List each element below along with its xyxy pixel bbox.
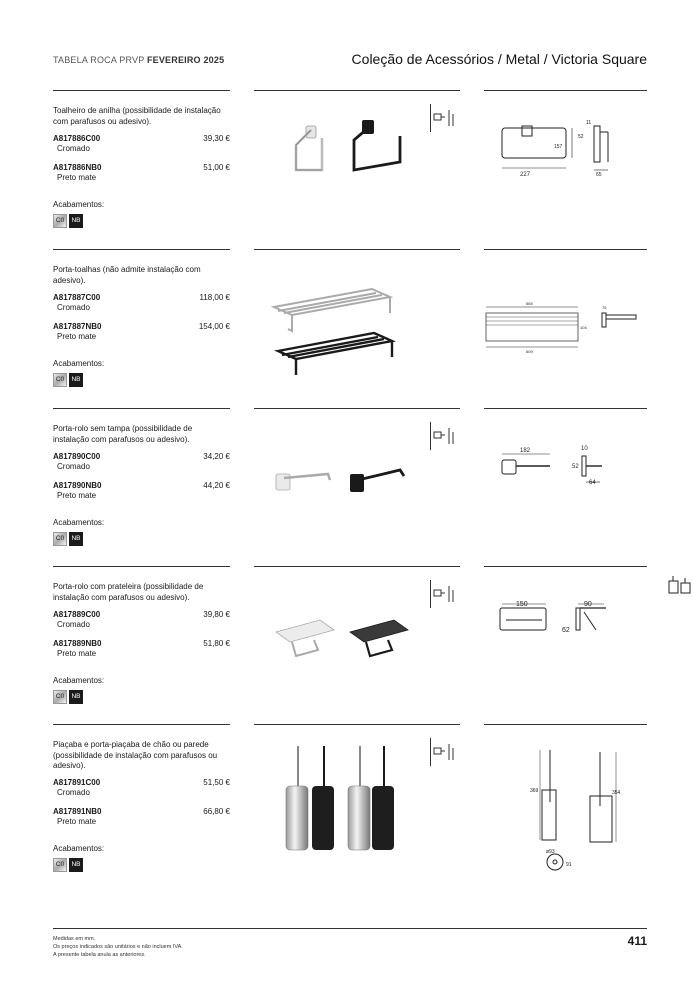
finish-name: Cromado — [57, 462, 90, 471]
dim-label: 90 — [584, 601, 592, 608]
product-code: A817887NB0 — [53, 322, 102, 331]
divider — [484, 90, 647, 91]
finish-name: Preto mate — [57, 817, 97, 826]
product-code: A817891NB0 — [53, 807, 102, 816]
dim-label: 64 — [589, 480, 596, 486]
product-description: Piaçaba e porta-piaçaba de chão ou parede (possibilidade de instalação com parafusos ou adesivo). — [53, 740, 218, 770]
finishes-label: Acabamentos: — [53, 518, 105, 527]
footer-note: Medidas em mm. — [53, 936, 96, 942]
product-description: Porta-rolo com prateleira (possibilidade de instalação com parafusos ou adesivo). — [53, 582, 204, 602]
product-price: 44,20 € — [203, 481, 230, 490]
dimension-drawing — [484, 98, 647, 228]
dim-label: 52 — [578, 134, 584, 140]
matte-black-swatch: NB — [69, 373, 83, 387]
finish-name: Preto mate — [57, 173, 97, 182]
product-price: 39,80 € — [203, 610, 230, 619]
divider — [254, 408, 460, 409]
product-description: Porta-rolo sem tampa (possibilidade de instalação com parafusos ou adesivo). — [53, 424, 193, 444]
product-variant — [53, 322, 230, 341]
page-number: 411 — [627, 934, 647, 948]
finish-name: Preto mate — [57, 491, 97, 500]
product-price: 51,50 € — [203, 778, 230, 787]
product-section-towel-shelf — [0, 249, 700, 409]
divider — [53, 408, 230, 409]
chrome-swatch: C0 — [53, 373, 67, 387]
divider — [53, 566, 230, 567]
divider — [254, 724, 460, 725]
matte-black-swatch: NB — [69, 858, 83, 872]
finish-swatches — [53, 858, 83, 872]
product-code: A817890C00 — [53, 452, 101, 461]
dim-label: 91 — [566, 862, 572, 868]
dim-label: 52 — [572, 464, 579, 470]
dimension-drawing — [484, 574, 647, 704]
product-variant — [53, 778, 230, 797]
product-price: 51,00 € — [203, 163, 230, 172]
dim-label: 182 — [520, 448, 531, 454]
product-variant — [53, 807, 230, 826]
product-price: 39,30 € — [203, 134, 230, 143]
matte-black-swatch: NB — [69, 532, 83, 546]
dim-label: 104 — [580, 325, 587, 330]
chrome-swatch: C0 — [53, 690, 67, 704]
divider — [484, 249, 647, 250]
dim-label: 565 — [526, 301, 533, 306]
mounting-icon — [430, 580, 461, 608]
footer-note: Os preços indicados são unitários e não incluem IVA. — [53, 944, 183, 950]
divider — [484, 566, 647, 567]
dim-label: 150 — [516, 601, 528, 608]
divider — [484, 408, 647, 409]
dim-label: 354 — [612, 790, 621, 796]
divider — [254, 90, 460, 91]
dim-label: 65 — [596, 172, 602, 178]
product-description: Porta-toalhas (não admite instalação com adesivo). — [53, 265, 201, 285]
finish-name: Cromado — [57, 303, 90, 312]
product-code: A817886C00 — [53, 134, 101, 143]
product-price: 51,80 € — [203, 639, 230, 648]
dim-label: 369 — [530, 788, 539, 794]
roll-holder-image — [262, 418, 422, 538]
product-code: A817887C00 — [53, 293, 101, 302]
brand-text: TABELA ROCA PRVP — [53, 55, 145, 65]
product-section-towel-ring — [0, 90, 700, 250]
finishes-label: Acabamentos: — [53, 844, 105, 853]
product-price: 118,00 € — [199, 293, 230, 302]
product-price: 154,00 € — [198, 322, 230, 331]
product-variant — [53, 481, 230, 500]
dim-label: 227 — [520, 172, 531, 178]
dim-label: 62 — [562, 627, 570, 634]
product-variant — [53, 610, 230, 629]
finish-name: Cromado — [57, 788, 90, 797]
towel-ring-image — [262, 100, 422, 220]
divider — [53, 249, 230, 250]
period-text: FEVEREIRO 2025 — [146, 55, 225, 65]
towel-shelf-image — [262, 259, 422, 379]
finish-name: Preto mate — [57, 649, 97, 658]
product-section-roll-holder — [0, 408, 700, 568]
collection-title: Coleção de Acessórios / Metal / Victoria Square — [351, 51, 647, 67]
finish-swatches — [53, 532, 83, 546]
chrome-swatch: C0 — [53, 858, 67, 872]
dim-label: 157 — [554, 144, 563, 150]
product-code: A817890NB0 — [53, 481, 102, 490]
product-variant — [53, 452, 230, 471]
product-code: A817886NB0 — [53, 163, 102, 172]
roll-holder-shelf-image — [262, 576, 422, 696]
product-description: Toalheiro de anilha (possibilidade de instalação com parafusos ou adesivo). — [53, 106, 221, 126]
product-variant — [53, 163, 230, 182]
finishes-label: Acabamentos: — [53, 200, 105, 209]
footer-note: A presente tabela anula as anteriores. — [53, 952, 146, 958]
finish-name: Cromado — [57, 144, 90, 153]
product-section-roll-holder-shelf — [0, 566, 700, 726]
product-variant — [53, 639, 230, 658]
product-code: A817889C00 — [53, 610, 101, 619]
divider — [53, 724, 230, 725]
dim-label: 10 — [581, 446, 588, 452]
matte-black-swatch: NB — [69, 214, 83, 228]
bathroom-accessories-icon — [667, 574, 693, 594]
chrome-swatch: C0 — [53, 532, 67, 546]
product-section-toilet-brush — [0, 724, 700, 884]
toilet-brush-image — [262, 742, 422, 862]
finishes-label: Acabamentos: — [53, 676, 105, 685]
mounting-icon — [430, 738, 461, 766]
finishes-label: Acabamentos: — [53, 359, 105, 368]
divider — [254, 566, 460, 567]
finish-name: Cromado — [57, 620, 90, 629]
finish-swatches — [53, 690, 83, 704]
divider — [484, 724, 647, 725]
finish-swatches — [53, 373, 83, 387]
product-code: A817891C00 — [53, 778, 101, 787]
dim-label: ø93 — [546, 849, 555, 855]
dimension-drawing — [484, 732, 647, 872]
product-variant — [53, 293, 230, 312]
matte-black-swatch: NB — [69, 690, 83, 704]
product-variant — [53, 134, 230, 153]
footer-divider — [53, 928, 647, 929]
dim-label: 11 — [586, 120, 592, 126]
dimension-drawing — [484, 416, 647, 546]
chrome-swatch: C0 — [53, 214, 67, 228]
price-list-label — [53, 55, 224, 65]
dimension-drawing — [484, 257, 647, 387]
finish-name: Preto mate — [57, 332, 97, 341]
divider — [254, 249, 460, 250]
finish-swatches — [53, 214, 83, 228]
divider — [53, 90, 230, 91]
dim-label: 75 — [602, 305, 607, 310]
mounting-icon — [430, 422, 461, 450]
product-code: A817889NB0 — [53, 639, 102, 648]
product-price: 34,20 € — [203, 452, 230, 461]
mounting-icon — [430, 104, 461, 132]
dim-label: 609 — [526, 349, 533, 354]
product-price: 66,80 € — [203, 807, 230, 816]
footer-notes — [53, 935, 183, 959]
